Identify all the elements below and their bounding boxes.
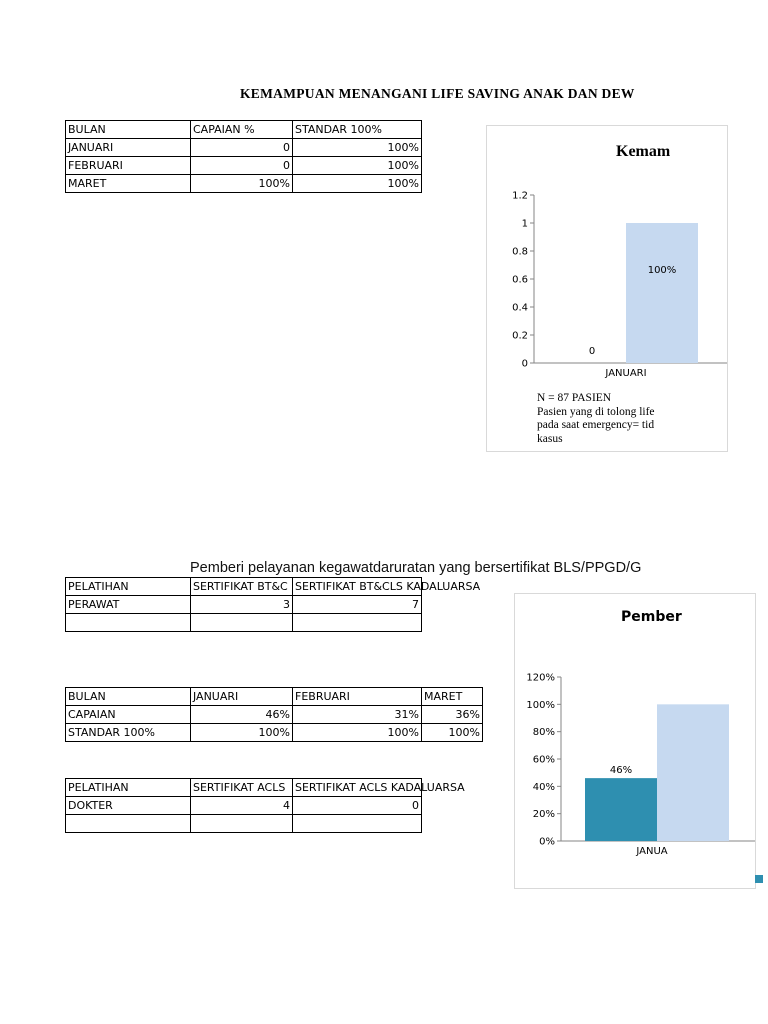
- table-perawat: [65, 577, 481, 632]
- y-tick-label: 120%: [526, 672, 555, 684]
- cell: STANDAR 100%: [66, 724, 191, 742]
- table-row: [66, 706, 483, 724]
- cell: [191, 614, 293, 632]
- cell: 0: [293, 797, 422, 815]
- cell: 100%: [293, 175, 422, 193]
- y-tick-label: 0: [521, 358, 528, 370]
- header-cell: JANUARI: [191, 688, 293, 706]
- y-tick-label: 0%: [539, 836, 555, 848]
- section2-title: Pemberi pelayanan kegawatdaruratan yang bersertifikat BLS/PPGD/G: [190, 560, 642, 576]
- cell: 36%: [422, 706, 483, 724]
- cell: DOKTER: [66, 797, 191, 815]
- y-tick-label: 80%: [532, 727, 555, 739]
- table-row: [66, 139, 422, 157]
- data-label: 46%: [609, 765, 633, 776]
- chart1-note-3: pada saat emergency= tid: [537, 419, 655, 431]
- table-header-row: [66, 578, 422, 596]
- x-tick-label: JANUA: [636, 846, 668, 857]
- y-tick-label: 1: [521, 218, 528, 230]
- table-dokter: [65, 778, 465, 833]
- table-header-row: [66, 688, 483, 706]
- header-cell: SERTIFIKAT ACLS KADALUARSA: [293, 779, 422, 797]
- table-row: [66, 614, 422, 632]
- cell: [66, 614, 191, 632]
- table-row: [66, 815, 422, 833]
- header-cell: SERTIFIKAT ACLS: [191, 779, 293, 797]
- y-tick-label: 0.4: [512, 302, 528, 314]
- section1-title: KEMAMPUAN MENANGANI LIFE SAVING ANAK DAN DEW: [240, 86, 635, 101]
- chart1-note-2: Pasien yang di tolong life: [537, 406, 655, 418]
- cell: 7: [293, 596, 422, 614]
- y-tick-label: 0.2: [512, 330, 528, 342]
- bar: [657, 704, 729, 841]
- y-tick-label: 60%: [532, 754, 555, 766]
- cell: CAPAIAN: [66, 706, 191, 724]
- cell: FEBRUARI: [66, 157, 191, 175]
- cell: [293, 614, 422, 632]
- header-cell: SERTIFIKAT BT&CLS KADALUARSA: [293, 578, 422, 596]
- table-header-row: [66, 779, 422, 797]
- cell: 100%: [422, 724, 483, 742]
- chart1-container: [486, 125, 728, 452]
- table-row: [66, 724, 483, 742]
- table-row: [66, 175, 422, 193]
- cell: PERAWAT: [66, 596, 191, 614]
- header-cell: PELATIHAN: [66, 779, 191, 797]
- bar: [585, 778, 657, 841]
- cell: 100%: [191, 175, 293, 193]
- chart2-title: Pember: [621, 609, 682, 625]
- chart1-note-4: kasus: [537, 433, 563, 445]
- header-cell: STANDAR 100%: [293, 121, 422, 139]
- chart2-container: [514, 593, 756, 889]
- data-label: 0: [588, 346, 596, 357]
- table-row: [66, 157, 422, 175]
- data-label: 100%: [647, 265, 677, 276]
- table-bulan-capaian: [65, 120, 422, 193]
- cell: MARET: [66, 175, 191, 193]
- table-row: [66, 596, 422, 614]
- legend-marker-icon: [755, 875, 763, 883]
- cell: 3: [191, 596, 293, 614]
- cell: [66, 815, 191, 833]
- cell: 100%: [293, 157, 422, 175]
- y-tick-label: 100%: [526, 699, 555, 711]
- cell: 100%: [191, 724, 293, 742]
- y-tick-label: 20%: [532, 809, 555, 821]
- cell: 0: [191, 157, 293, 175]
- cell: 100%: [293, 724, 422, 742]
- chart1-title: Kemam: [616, 143, 671, 160]
- y-tick-label: 40%: [532, 781, 555, 793]
- x-tick-label: JANUARI: [605, 368, 647, 379]
- y-tick-label: 0.8: [512, 246, 528, 258]
- header-cell: BULAN: [66, 121, 191, 139]
- table-row: [66, 797, 422, 815]
- chart2-svg: [515, 664, 755, 934]
- table-header-row: [66, 121, 422, 139]
- y-tick-label: 1.2: [512, 190, 528, 202]
- cell: 100%: [293, 139, 422, 157]
- cell: 46%: [191, 706, 293, 724]
- header-cell: BULAN: [66, 688, 191, 706]
- y-tick-label: 0.6: [512, 274, 528, 286]
- chart1-note-1: N = 87 PASIEN: [537, 392, 612, 404]
- header-cell: SERTIFIKAT BT&C: [191, 578, 293, 596]
- header-cell: MARET: [422, 688, 483, 706]
- cell: [293, 815, 422, 833]
- header-cell: PELATIHAN: [66, 578, 191, 596]
- cell: [191, 815, 293, 833]
- cell: JANUARI: [66, 139, 191, 157]
- cell: 4: [191, 797, 293, 815]
- bar: [626, 223, 698, 363]
- cell: 31%: [293, 706, 422, 724]
- header-cell: FEBRUARI: [293, 688, 422, 706]
- table-capaian: [65, 687, 483, 742]
- header-cell: CAPAIAN %: [191, 121, 293, 139]
- cell: 0: [191, 139, 293, 157]
